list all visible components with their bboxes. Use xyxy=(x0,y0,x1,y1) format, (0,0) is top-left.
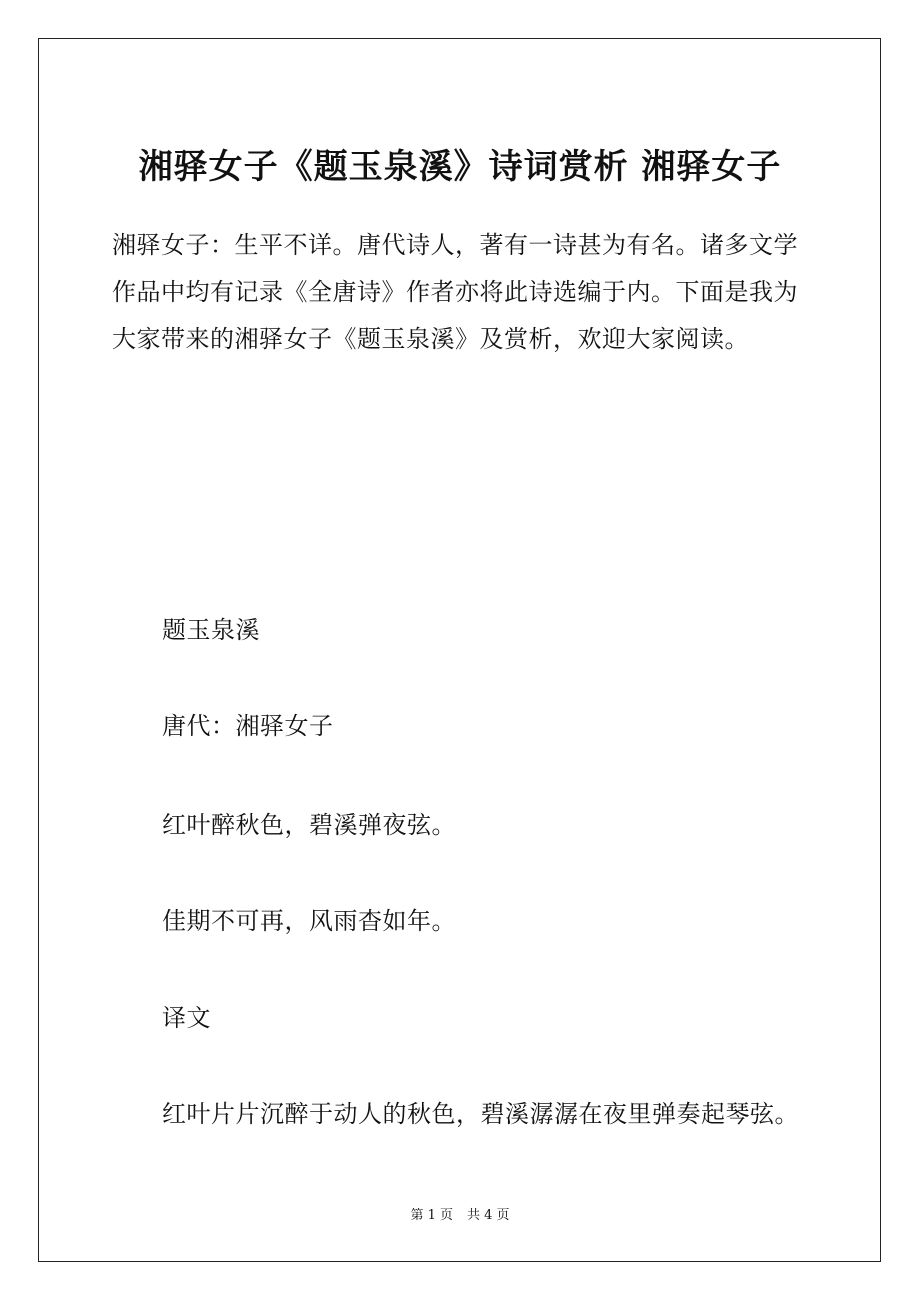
poem-author: 唐代：湘驿女子 xyxy=(162,712,334,740)
intro-line: 大家带来的湘驿女子《题玉泉溪》及赏析，欢迎大家阅读。 xyxy=(112,325,749,353)
poem-line: 佳期不可再，风雨杳如年。 xyxy=(162,907,456,935)
intro-line: 作品中均有记录《全唐诗》作者亦将此诗选编于内。下面是我为 xyxy=(112,278,798,306)
page-number-current: 第 1 页 xyxy=(410,1208,453,1223)
document-title: 湘驿女子《题玉泉溪》诗词赏析 湘驿女子 xyxy=(138,147,782,187)
translation-line: 红叶片片沉醉于动人的秋色，碧溪潺潺在夜里弹奏起琴弦。 xyxy=(162,1100,799,1128)
translation-heading: 译文 xyxy=(162,1004,211,1032)
poem-line: 红叶醉秋色，碧溪弹夜弦。 xyxy=(162,811,456,839)
poem-title: 题玉泉溪 xyxy=(162,616,260,644)
intro-paragraph xyxy=(112,222,812,363)
page-number-total: 共 4 页 xyxy=(467,1208,510,1223)
page-footer xyxy=(0,1207,920,1225)
intro-line: 湘驿女子：生平不详。唐代诗人，著有一诗甚为有名。诸多文学 xyxy=(112,231,798,259)
